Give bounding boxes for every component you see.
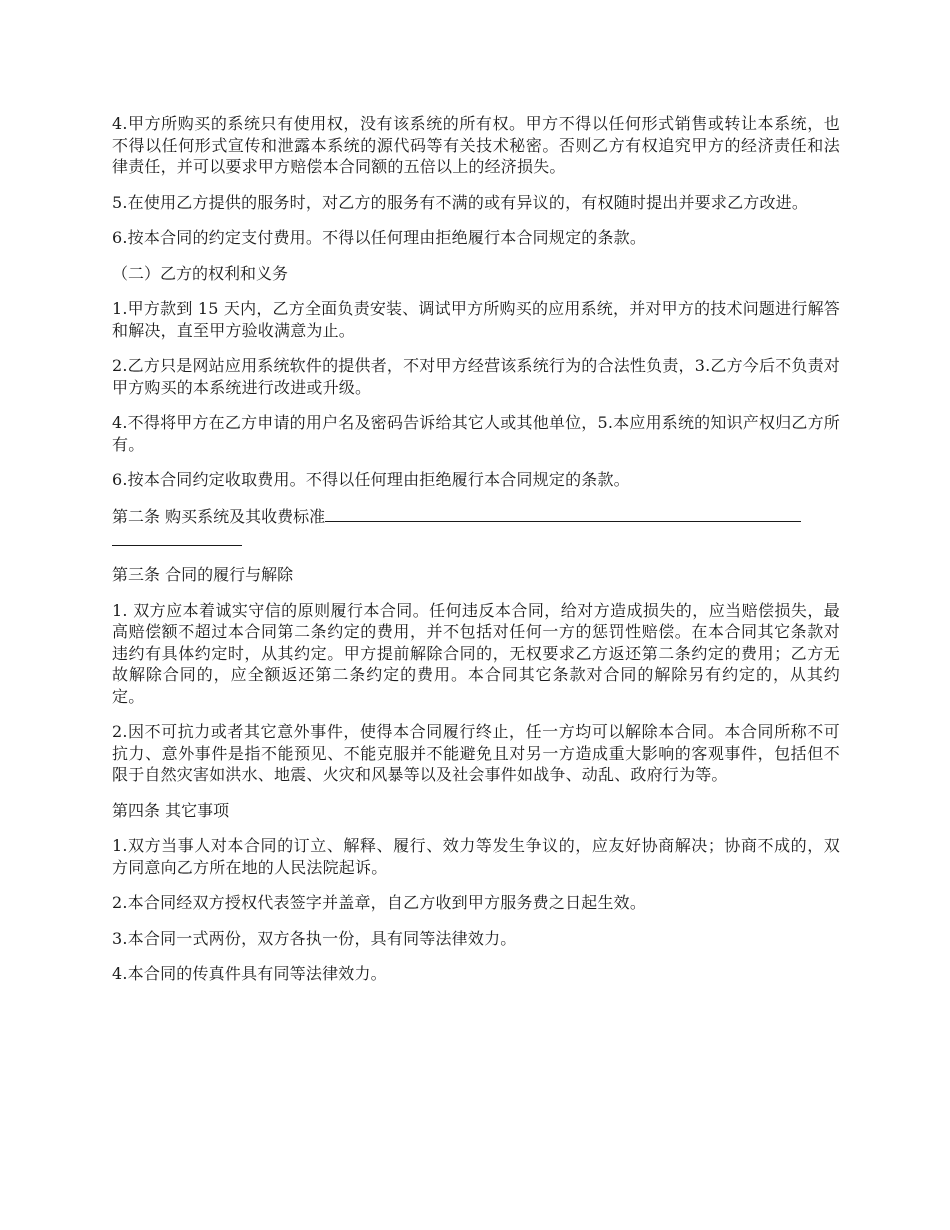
party-a-item-4: 4.甲方所购买的系统只有使用权，没有该系统的所有权。甲方不得以任何形式销售或转让本系统，也不得以任何形式宣传和泄露本系统的源代码等有关技术秘密。否则乙方有权追究甲方的经济责任和法律责任，并可以要求甲方赔偿本合同额的五倍以上的经济损失。 [112, 114, 840, 176]
party-b-heading: （二）乙方的权利和义务 [112, 263, 289, 283]
article-4-item-1: 1.双方当事人对本合同的订立、解释、履行、效力等发生争议的，应友好协商解决；协商不成的，双方同意向乙方所在地的人民法院起诉。 [112, 836, 840, 877]
article-3-item-1: 1. 双方应本着诚实守信的原则履行本合同。任何违反本合同，给对方造成损失的，应当赔偿损失，最高赔偿额不超过本合同第二条约定的费用，并不包括对任何一方的惩罚性赔偿。在本合同其它条款对违约有具体约定时，从其约定。甲方提前解除合同的，无权要求乙方返还第二条约定的费用；乙方无故解除合同的，应全额返还第二条约定的费用。本合同其它条款对合同的解除另有约定的，从其约定。 [112, 600, 840, 706]
article-2-row [112, 505, 840, 547]
article-3-item-2: 2.因不可抗力或者其它意外事件，使得本合同履行终止，任一方均可以解除本合同。本合同所称不可抗力、意外事件是指不能预见、不能克服并不能避免且对另一方造成重大影响的客观事件，包括但不限于自然灾害如洪水、地震、火灾和风暴等以及社会事件如战争、动乱、政府行为等。 [112, 722, 840, 784]
article-4-item-3: 3.本合同一式两份，双方各执一份，具有同等法律效力。 [112, 928, 517, 948]
document-page [112, 113, 840, 999]
party-b-item-1: 1.甲方款到 15 天内，乙方全面负责安装、调试甲方所购买的应用系统，并对甲方的技术问题进行解答和解决，直至甲方验收满意为止。 [112, 299, 840, 340]
party-b-item-6: 6.按本合同约定收取费用。不得以任何理由拒绝履行本合同规定的条款。 [112, 470, 630, 489]
party-a-item-6: 6.按本合同的约定支付费用。不得以任何理由拒绝履行本合同规定的条款。 [112, 228, 647, 247]
party-b-item-4: 4.不得将甲方在乙方申请的用户名及密码告诉给其它人或其他单位，5.本应用系统的知识产权归乙方所有。 [112, 413, 840, 454]
party-b-item-2: 2.乙方只是网站应用系统软件的提供者，不对甲方经营该系统行为的合法性负责，3.乙方今后不负责对甲方购买的本系统进行改进或升级。 [112, 356, 840, 397]
article-3-heading: 第三条 合同的履行与解除 [112, 565, 294, 584]
article-4-heading: 第四条 其它事项 [112, 800, 230, 820]
article-4-item-4: 4.本合同的传真件具有同等法律效力。 [112, 964, 387, 983]
party-a-item-5: 5.在使用乙方提供的服务时，对乙方的服务有不满的或有异议的，有权随时提出并要求乙方改进。 [112, 192, 809, 212]
article-2-label: 第二条 购买系统及其收费标准 [112, 506, 326, 526]
fee-standard-blank-continued [112, 527, 242, 546]
fee-standard-blank [325, 505, 801, 522]
article-4-item-2: 2.本合同经双方授权代表签字并盖章，自乙方收到甲方服务费之日起生效。 [112, 893, 647, 912]
